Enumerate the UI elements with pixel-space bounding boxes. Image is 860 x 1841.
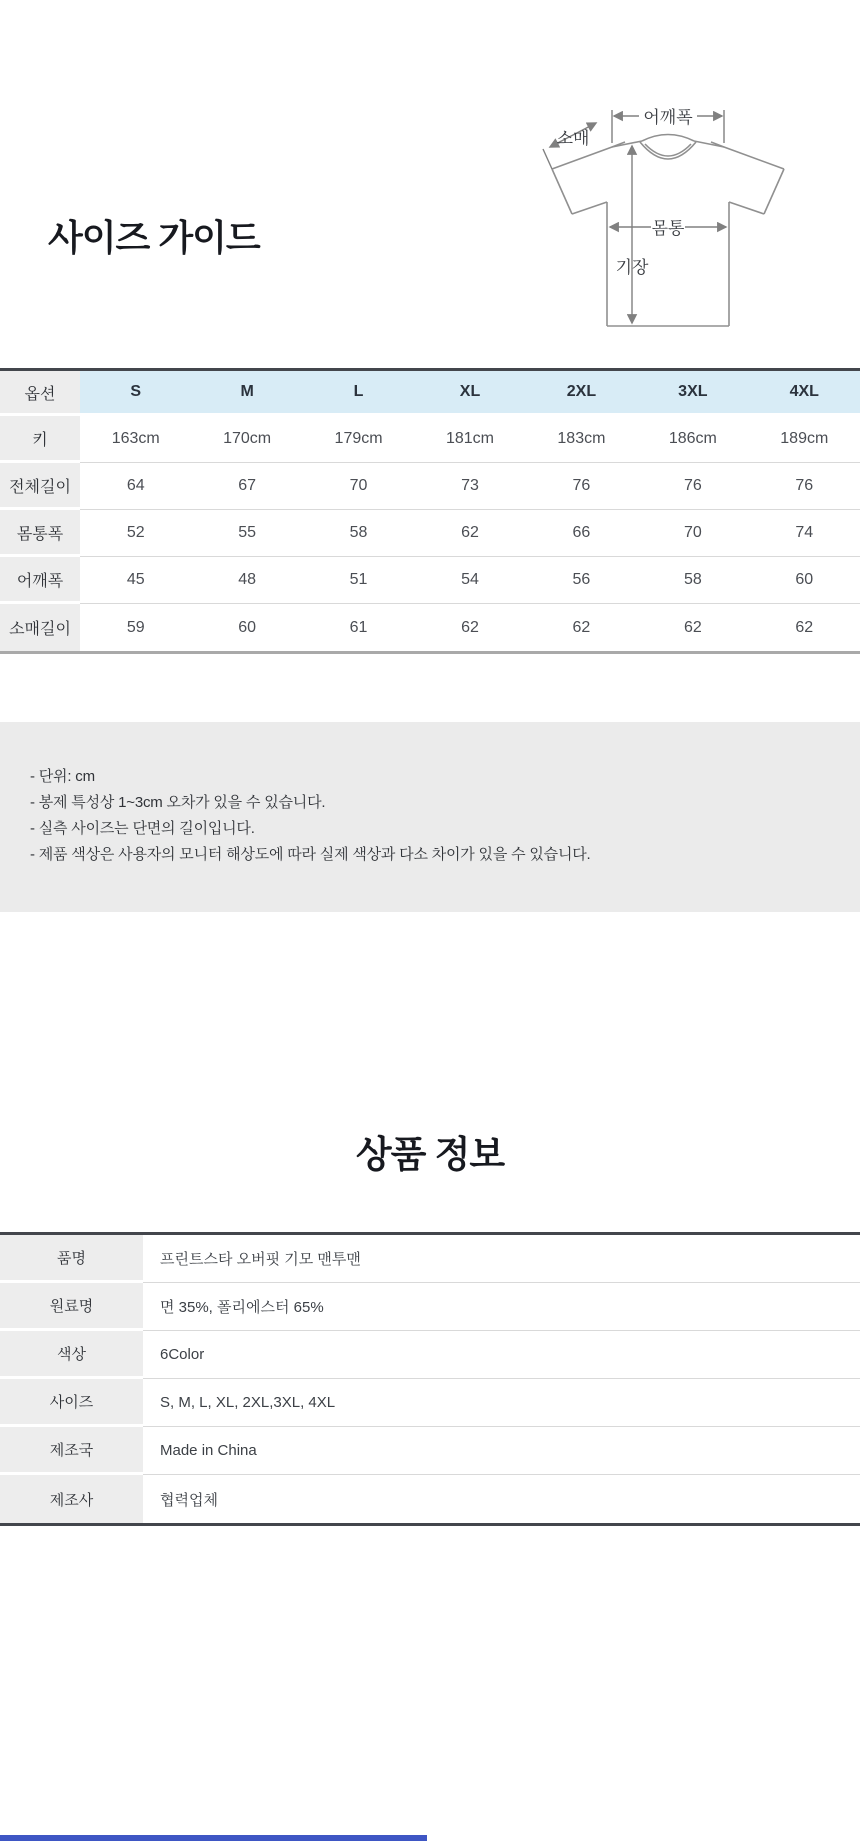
sleeve-label: 소매 xyxy=(556,129,590,148)
size-table-option-header: 옵션 xyxy=(0,371,80,416)
row-value: S, M, L, XL, 2XL,3XL, 4XL xyxy=(143,1379,860,1427)
size-table-row-height xyxy=(0,416,860,463)
product-row-color xyxy=(0,1331,860,1379)
size-cell: 76 xyxy=(637,463,748,510)
product-info-table xyxy=(0,1232,860,1526)
size-cell: 73 xyxy=(414,463,525,510)
size-cell: 48 xyxy=(191,557,302,604)
size-cell: 76 xyxy=(749,463,860,510)
size-cell: 76 xyxy=(526,463,637,510)
row-label: 원료명 xyxy=(0,1283,143,1331)
size-cell: 62 xyxy=(683,618,702,636)
size-cell: 58 xyxy=(637,557,748,604)
size-cell: 179cm xyxy=(303,416,414,463)
size-cell: 70 xyxy=(303,463,414,510)
size-table-row-sleeve-length xyxy=(0,604,860,651)
product-row-material xyxy=(0,1283,860,1331)
size-cell: 70 xyxy=(637,510,748,557)
size-col-4xl: 4XL xyxy=(749,371,860,416)
row-label: 색상 xyxy=(0,1331,143,1379)
size-col-s: S xyxy=(80,371,191,416)
size-cell: 183cm xyxy=(526,416,637,463)
size-table-header-row xyxy=(0,371,860,416)
product-row-size xyxy=(0,1379,860,1427)
size-col-2xl: 2XL xyxy=(526,371,637,416)
size-guide-title: 사이즈 가이드 xyxy=(48,217,260,258)
size-cell: 170cm xyxy=(191,416,302,463)
row-label: 사이즈 xyxy=(0,1379,143,1427)
size-cell: 74 xyxy=(749,510,860,557)
size-cell: 60 xyxy=(238,618,257,636)
size-cell: 59 xyxy=(126,618,145,636)
row-label: 키 xyxy=(0,416,80,463)
row-value: 면 35%, 폴리에스터 65% xyxy=(143,1283,860,1331)
size-col-xl: XL xyxy=(414,371,525,416)
row-label: 제조사 xyxy=(0,1475,143,1523)
size-cell: 51 xyxy=(303,557,414,604)
size-cell: 54 xyxy=(414,557,525,604)
product-row-manufacturer xyxy=(0,1475,860,1523)
next-section-edge xyxy=(0,1835,427,1841)
row-label: 제조국 xyxy=(0,1427,143,1475)
size-cell: 62 xyxy=(414,510,525,557)
size-cell: 61 xyxy=(349,618,368,636)
size-table xyxy=(0,368,860,654)
size-table-row-shoulder-width xyxy=(0,557,860,604)
size-table-row-total-length xyxy=(0,463,860,510)
size-cell: 55 xyxy=(191,510,302,557)
row-value: Made in China xyxy=(143,1427,860,1475)
size-cell: 189cm xyxy=(749,416,860,463)
size-table-row-body-width xyxy=(0,510,860,557)
size-col-l: L xyxy=(303,371,414,416)
size-cell: 181cm xyxy=(414,416,525,463)
row-value: 협력업체 xyxy=(160,1491,218,1509)
size-cell: 64 xyxy=(80,463,191,510)
body-width-label: 몸통 xyxy=(651,219,685,238)
tshirt-measurement-diagram xyxy=(455,86,860,336)
size-cell: 62 xyxy=(572,618,591,636)
size-cell: 52 xyxy=(80,510,191,557)
row-label: 소매길이 xyxy=(0,604,80,651)
product-info-title: 상품 정보 xyxy=(355,1134,505,1175)
row-label: 몸통폭 xyxy=(0,510,80,557)
size-cell: 67 xyxy=(191,463,302,510)
size-cell: 186cm xyxy=(637,416,748,463)
product-row-name xyxy=(0,1235,860,1283)
product-row-origin xyxy=(0,1427,860,1475)
row-value: 6Color xyxy=(143,1331,860,1379)
note-color: - 제품 색상은 사용자의 모니터 해상도에 따라 실제 색상과 다소 차이가 있을 수 있습니다. xyxy=(30,846,591,863)
row-label: 어깨폭 xyxy=(0,557,80,604)
row-value: 프린트스타 오버핏 기모 맨투맨 xyxy=(143,1235,860,1283)
size-guide-notes xyxy=(0,722,860,912)
size-cell: 163cm xyxy=(80,416,191,463)
note-measurement: - 실측 사이즈는 단면의 길이입니다. xyxy=(30,820,255,837)
size-cell: 60 xyxy=(749,557,860,604)
size-cell: 62 xyxy=(795,618,814,636)
size-col-m: M xyxy=(191,371,302,416)
size-col-3xl: 3XL xyxy=(637,371,748,416)
row-label: 품명 xyxy=(0,1235,143,1283)
size-cell: 66 xyxy=(526,510,637,557)
size-cell: 45 xyxy=(80,557,191,604)
row-label: 전체길이 xyxy=(0,463,80,510)
note-tolerance: - 봉제 특성상 1~3cm 오차가 있을 수 있습니다. xyxy=(30,794,326,811)
shoulder-width-label: 어깨폭 xyxy=(643,108,693,127)
note-unit: - 단위: cm xyxy=(30,768,95,785)
size-cell: 56 xyxy=(526,557,637,604)
size-cell: 62 xyxy=(461,618,479,636)
size-cell: 58 xyxy=(303,510,414,557)
length-label: 기장 xyxy=(615,258,649,277)
